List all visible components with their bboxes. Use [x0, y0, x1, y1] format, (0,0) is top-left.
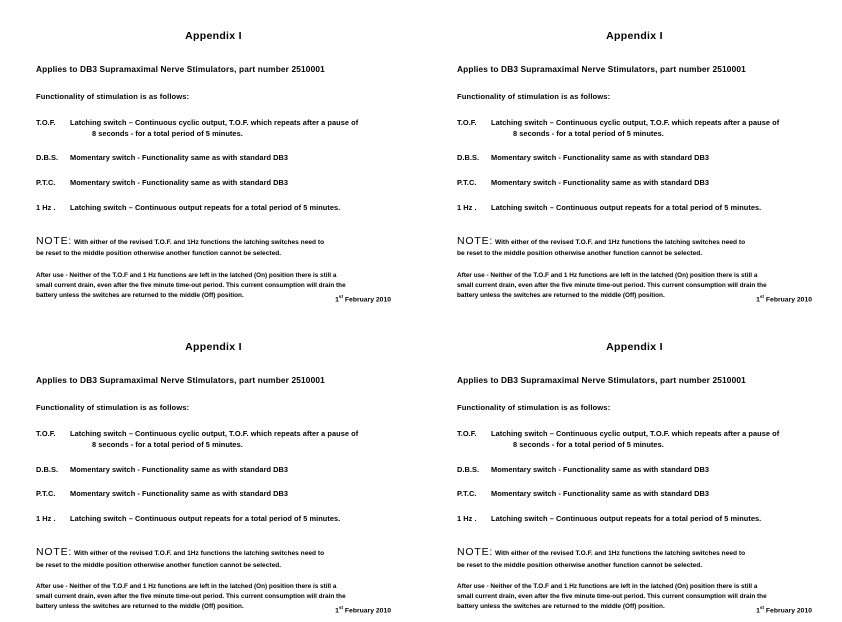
- date-day: 1: [756, 607, 760, 615]
- after-use-line1: After use - Neither of the T.O.F and 1 Hz functions are left in the latched (On) position there is still a: [36, 272, 337, 280]
- item-line1: Momentary switch - Functionality same as with standard DB3: [491, 153, 710, 163]
- item-text: [491, 153, 812, 164]
- item-label: P.T.C.: [457, 178, 477, 188]
- item-line1: Latching switch – Continuous output repeats for a total period of 5 minutes.: [70, 202, 341, 212]
- item-label: P.T.C.: [36, 178, 56, 188]
- item-line1: Latching switch – Continuous output repeats for a total period of 5 minutes.: [491, 514, 762, 524]
- date-suffix: st: [338, 293, 344, 299]
- item-text: [491, 203, 812, 214]
- item-line2: 8 seconds - for a total period of 5 minutes.: [513, 128, 664, 138]
- date-suffix: st: [759, 293, 765, 299]
- item-text: [491, 178, 812, 189]
- note-line2: be reset to the middle position otherwise another function cannot be selected.: [457, 561, 703, 569]
- item-label: D.B.S.: [457, 153, 480, 163]
- item-text: [70, 489, 391, 500]
- item-line2: 8 seconds - for a total period of 5 minutes.: [92, 128, 243, 138]
- item-line1: Latching switch – Continuous cyclic output, T.O.F. which repeats after a pause of: [70, 429, 359, 439]
- item-label: D.B.S.: [36, 464, 59, 474]
- note-keyword: NOTE:: [36, 234, 73, 247]
- date-suffix: st: [759, 604, 765, 610]
- item-text: [70, 514, 391, 525]
- after-use-line3: battery unless the switches are returned to the middle (Off) position.: [457, 603, 665, 611]
- item-line1: Momentary switch - Functionality same as with standard DB3: [491, 489, 710, 499]
- after-use-line3: battery unless the switches are returned to the middle (Off) position.: [36, 603, 244, 611]
- note-line1: With either of the revised T.O.F. and 1Hz functions the latching switches need to: [494, 238, 746, 246]
- item-line1: Momentary switch - Functionality same as with standard DB3: [70, 464, 289, 474]
- date-rest: February 2010: [764, 296, 812, 304]
- item-text: [491, 429, 812, 450]
- list-item: [457, 465, 812, 476]
- date-day: 1: [756, 296, 760, 304]
- item-label: D.B.S.: [457, 464, 480, 474]
- appendix-card-top-left: [0, 0, 421, 311]
- note-keyword: NOTE:: [457, 545, 494, 558]
- functionality-heading: Functionality of stimulation is as follows:: [457, 92, 611, 101]
- date-rest: February 2010: [343, 607, 391, 615]
- note-line1: With either of the revised T.O.F. and 1Hz functions the latching switches need to: [73, 549, 325, 557]
- item-text: [70, 153, 391, 164]
- list-item: [36, 153, 391, 164]
- item-label: 1 Hz .: [36, 514, 56, 524]
- item-text: [70, 429, 391, 450]
- item-label: 1 Hz .: [457, 202, 477, 212]
- list-item: [36, 178, 391, 189]
- after-use-line2: small current drain, even after the five minute time-out period. This current consumption will drain the: [36, 593, 346, 601]
- note-block: [36, 545, 391, 571]
- item-label: 1 Hz .: [36, 202, 56, 212]
- note-first-line: [457, 234, 812, 250]
- item-line2: 8 seconds - for a total period of 5 minutes.: [92, 439, 243, 449]
- item-text: [70, 118, 391, 139]
- item-line1: Latching switch – Continuous output repeats for a total period of 5 minutes.: [491, 202, 762, 212]
- item-text: [491, 465, 812, 476]
- item-label: P.T.C.: [457, 489, 477, 499]
- page-title: Appendix I: [606, 30, 663, 42]
- after-use-line1: After use - Neither of the T.O.F and 1 Hz functions are left in the latched (On) position there is still a: [457, 583, 758, 591]
- date-day: 1: [335, 296, 339, 304]
- note-line1: With either of the revised T.O.F. and 1Hz functions the latching switches need to: [494, 549, 746, 557]
- list-item: [36, 514, 391, 525]
- after-use-line2: small current drain, even after the five minute time-out period. This current consumption will drain the: [36, 282, 346, 290]
- page-title: Appendix I: [185, 341, 242, 354]
- item-line1: Latching switch – Continuous cyclic output, T.O.F. which repeats after a pause of: [491, 118, 780, 127]
- applies-to-text: Applies to DB3 Supramaximal Nerve Stimulators, part number 2510001: [457, 375, 746, 386]
- item-line1: Momentary switch - Functionality same as with standard DB3: [491, 464, 710, 474]
- date-stamp: [756, 294, 812, 303]
- applies-to-text: Applies to DB3 Supramaximal Nerve Stimulators, part number 2510001: [36, 64, 325, 74]
- note-line2: be reset to the middle position otherwise another function cannot be selected.: [457, 250, 703, 258]
- applies-to-text: Applies to DB3 Supramaximal Nerve Stimulators, part number 2510001: [36, 375, 325, 386]
- after-use-line1: After use - Neither of the T.O.F and 1 Hz functions are left in the latched (On) position there is still a: [457, 272, 758, 280]
- page-title: Appendix I: [185, 30, 242, 42]
- list-item: [36, 118, 391, 139]
- list-item: [457, 514, 812, 525]
- item-line1: Momentary switch - Functionality same as with standard DB3: [70, 178, 289, 188]
- functionality-heading: Functionality of stimulation is as follows:: [36, 92, 190, 101]
- item-text: [491, 489, 812, 500]
- page-title: Appendix I: [606, 341, 663, 354]
- list-item: [457, 178, 812, 189]
- appendix-card-bottom-left: [0, 311, 421, 622]
- functionality-heading: Functionality of stimulation is as follows:: [457, 403, 611, 413]
- after-use-line3: battery unless the switches are returned to the middle (Off) position.: [457, 292, 665, 300]
- item-line1: Latching switch – Continuous cyclic output, T.O.F. which repeats after a pause of: [491, 429, 780, 439]
- note-line2: be reset to the middle position otherwise another function cannot be selected.: [36, 250, 282, 258]
- applies-to-text: Applies to DB3 Supramaximal Nerve Stimulators, part number 2510001: [457, 64, 746, 74]
- item-label: T.O.F.: [457, 429, 477, 439]
- date-rest: February 2010: [343, 296, 391, 304]
- date-stamp: [756, 605, 812, 614]
- list-item: [36, 429, 391, 450]
- item-text: [70, 178, 391, 189]
- item-text: [70, 465, 391, 476]
- item-line1: Momentary switch - Functionality same as with standard DB3: [70, 153, 289, 163]
- note-line1: With either of the revised T.O.F. and 1Hz functions the latching switches need to: [73, 238, 325, 246]
- list-item: [36, 489, 391, 500]
- item-label: T.O.F.: [457, 118, 477, 127]
- list-item: [457, 203, 812, 214]
- item-text: [70, 203, 391, 214]
- item-label: D.B.S.: [36, 153, 59, 163]
- list-item: [457, 118, 812, 139]
- appendix-card-top-right: [421, 0, 842, 311]
- date-day: 1: [335, 607, 339, 615]
- item-line1: Momentary switch - Functionality same as with standard DB3: [491, 178, 710, 188]
- after-use-line3: battery unless the switches are returned to the middle (Off) position.: [36, 292, 244, 300]
- note-block: [457, 234, 812, 260]
- item-text: [491, 118, 812, 139]
- item-line1: Latching switch – Continuous cyclic output, T.O.F. which repeats after a pause of: [70, 118, 359, 127]
- date-stamp: [335, 294, 391, 303]
- item-label: P.T.C.: [36, 489, 56, 499]
- after-use-line2: small current drain, even after the five minute time-out period. This current consumption will drain the: [457, 282, 767, 290]
- note-keyword: NOTE:: [457, 234, 494, 247]
- date-stamp: [335, 605, 391, 614]
- note-first-line: [36, 545, 391, 561]
- appendix-card-bottom-right: [421, 311, 842, 622]
- list-item: [457, 153, 812, 164]
- after-use-line1: After use - Neither of the T.O.F and 1 Hz functions are left in the latched (On) position there is still a: [36, 583, 337, 591]
- note-block: [457, 545, 812, 571]
- item-label: 1 Hz .: [457, 514, 477, 524]
- item-line1: Momentary switch - Functionality same as with standard DB3: [70, 489, 289, 499]
- note-block: [36, 234, 391, 260]
- functionality-heading: Functionality of stimulation is as follows:: [36, 403, 190, 413]
- list-item: [36, 465, 391, 476]
- item-line2: 8 seconds - for a total period of 5 minutes.: [513, 439, 664, 449]
- list-item: [457, 489, 812, 500]
- item-text: [491, 514, 812, 525]
- date-rest: February 2010: [764, 607, 812, 615]
- note-first-line: [457, 545, 812, 561]
- note-first-line: [36, 234, 391, 250]
- item-line1: Latching switch – Continuous output repeats for a total period of 5 minutes.: [70, 514, 341, 524]
- note-line2: be reset to the middle position otherwise another function cannot be selected.: [36, 561, 282, 569]
- item-label: T.O.F.: [36, 429, 56, 439]
- list-item: [457, 429, 812, 450]
- list-item: [36, 203, 391, 214]
- date-suffix: st: [338, 604, 344, 610]
- note-keyword: NOTE:: [36, 545, 73, 558]
- after-use-line2: small current drain, even after the five minute time-out period. This current consumption will drain the: [457, 593, 767, 601]
- item-label: T.O.F.: [36, 118, 56, 127]
